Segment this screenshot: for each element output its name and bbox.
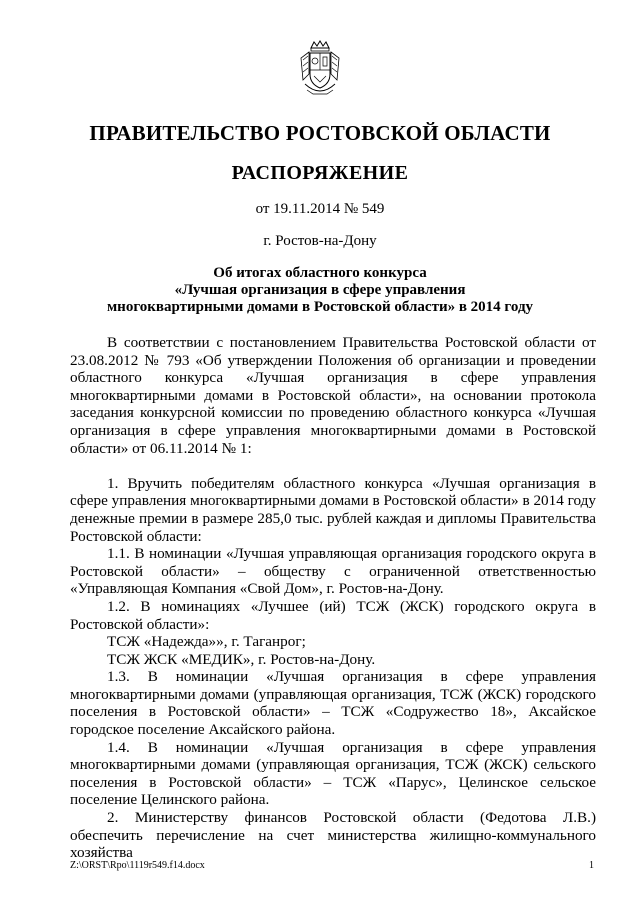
subject-line: многоквартирными домами в Ростовской области» в 2014 году (106, 299, 534, 315)
subject-line: «Лучшая организация в сфере управления (174, 282, 466, 298)
subject-line: Об итогах областного конкурса (213, 265, 427, 281)
body-paragraph-winner: ТСЖ «Надежда»», г. Таганрог; (107, 633, 306, 651)
footer-page-number: 1 (589, 860, 594, 871)
body-paragraph-winner: ТСЖ ЖСК «МЕДИК», г. Ростов-на-Дону. (107, 650, 376, 668)
document-body (70, 334, 596, 862)
document-city: г. Ростов-на-Дону (263, 233, 377, 249)
document-date-number: от 19.11.2014 № 549 (255, 201, 385, 217)
document-type-title: РАСПОРЯЖЕНИЕ (231, 162, 409, 184)
document-subject (60, 265, 580, 316)
body-paragraph-item-1-4: 1.4. В номинации «Лучшая организация в сфере управления многоквартирными домами (управляющая организация, ТСЖ (ЖСК) сельского поселения в Ростовской области» – ТСЖ «Парус», Целинское сельское поселение Целинского района. (70, 738, 596, 809)
body-paragraph-item-1: 1. Вручить победителям областного конкурса «Лучшая организация в сфере управления многоквартирными домами в Ростовской области» в 2014 году денежные премии в размере 285,0 тыс. рублей каждая и дипломы Правительства Ростовской области: (70, 474, 596, 545)
government-title: ПРАВИТЕЛЬСТВО РОСТОВСКОЙ ОБЛАСТИ (89, 121, 551, 145)
body-paragraph-item-1-3: 1.3. В номинации «Лучшая организация в сфере управления многоквартирными домами (управляющая организация, ТСЖ (ЖСК) городского поселения в Ростовской области» – ТСЖ «Содружество 18», Аксайское городское поселение Аксайского района. (70, 668, 596, 739)
coat-of-arms-emblem-icon (297, 40, 343, 100)
footer-file-path: Z:\ORST\Rpo\1119r549.f14.docx (70, 860, 205, 871)
body-paragraph-item-1-1: 1.1. В номинации «Лучшая управляющая организация городского округа в Ростовской области» – обществу с ограниченной ответственностью «Управляющая Компания «Свой Дом», г. Ростов-на-Дону. (70, 545, 596, 598)
body-paragraph-preamble: В соответствии с постановлением Правительства Ростовской области от 23.08.2012 № 793 «Об утверждении Положения об организации и проведении областного конкурса «Лучшая организация в сфере управления многоквартирными домами в Ростовской области», на основании протокола заседания конкурсной комиссии по проведению областного конкурса «Лучшая организация в сфере управления многоквартирными домами в Ростовской области» от 06.11.2014 № 1: (70, 334, 596, 457)
body-paragraph-item-1-2: 1.2. В номинациях «Лучшее (ий) ТСЖ (ЖСК) городского округа в Ростовской области»: (70, 597, 596, 633)
body-paragraph-item-2: 2. Министерству финансов Ростовской области (Федотова Л.В.) обеспечить перечисление на счет министерства жилищно-коммунального хозяйства (70, 809, 596, 862)
